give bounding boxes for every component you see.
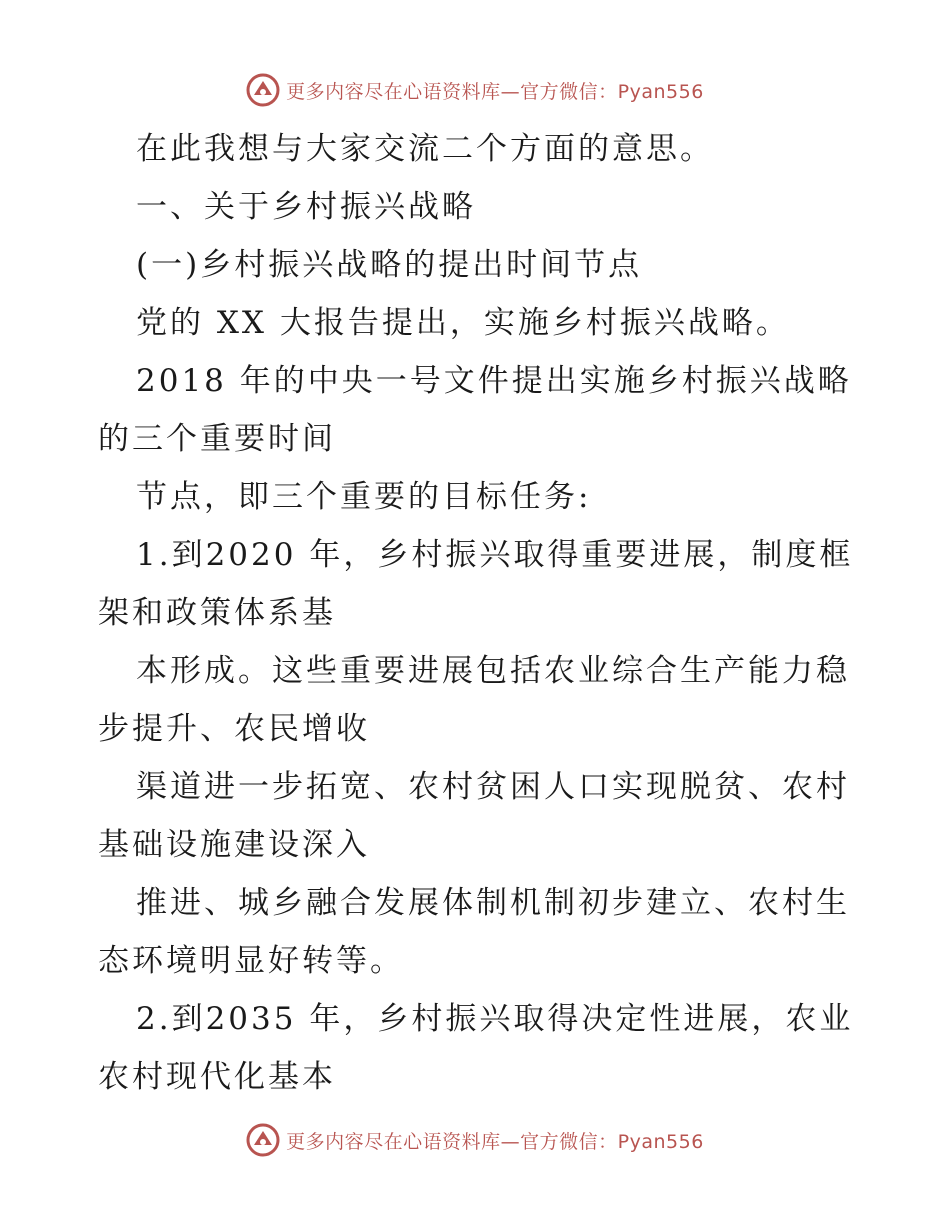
text-line: 农村现代化基本 <box>98 1059 336 1095</box>
watermark-text: 更多内容尽在心语资料库—官方微信：Pyan556 <box>286 80 704 103</box>
header-watermark <box>0 70 950 110</box>
text-line: 基础设施建设深入 <box>98 827 370 863</box>
text-line: 2.到2035 年，乡村振兴取得决定性进展，农业 <box>136 1001 854 1037</box>
text-line: 1.到2020 年，乡村振兴取得重要进展，制度框 <box>136 537 854 573</box>
text-line: 一、关于乡村振兴战略 <box>136 189 476 225</box>
text-line: 态环境明显好转等。 <box>98 943 404 979</box>
text-line: 2018 年的中央一号文件提出实施乡村振兴战略 <box>136 363 852 399</box>
text-line: (一)乡村振兴战略的提出时间节点 <box>136 247 643 283</box>
text-line: 在此我想与大家交流二个方面的意思。 <box>136 131 714 167</box>
text-line: 党的 XX 大报告提出，实施乡村振兴战略。 <box>136 305 790 341</box>
footer-watermark <box>0 1120 950 1160</box>
brand-logo-icon <box>246 1123 280 1157</box>
text-line: 步提升、农民增收 <box>98 711 370 747</box>
brand-logo-icon <box>246 73 280 107</box>
text-line: 渠道进一步拓宽、农村贫困人口实现脱贫、农村 <box>136 769 850 805</box>
text-line: 架和政策体系基 <box>98 595 336 631</box>
watermark-text: 更多内容尽在心语资料库—官方微信：Pyan556 <box>286 1130 704 1153</box>
text-line: 本形成。这些重要进展包括农业综合生产能力稳 <box>136 653 850 689</box>
document-body <box>98 120 858 1106</box>
text-line: 节点，即三个重要的目标任务: <box>136 479 592 515</box>
text-line: 的三个重要时间 <box>98 421 336 457</box>
text-line: 推进、城乡融合发展体制机制初步建立、农村生 <box>136 885 850 921</box>
